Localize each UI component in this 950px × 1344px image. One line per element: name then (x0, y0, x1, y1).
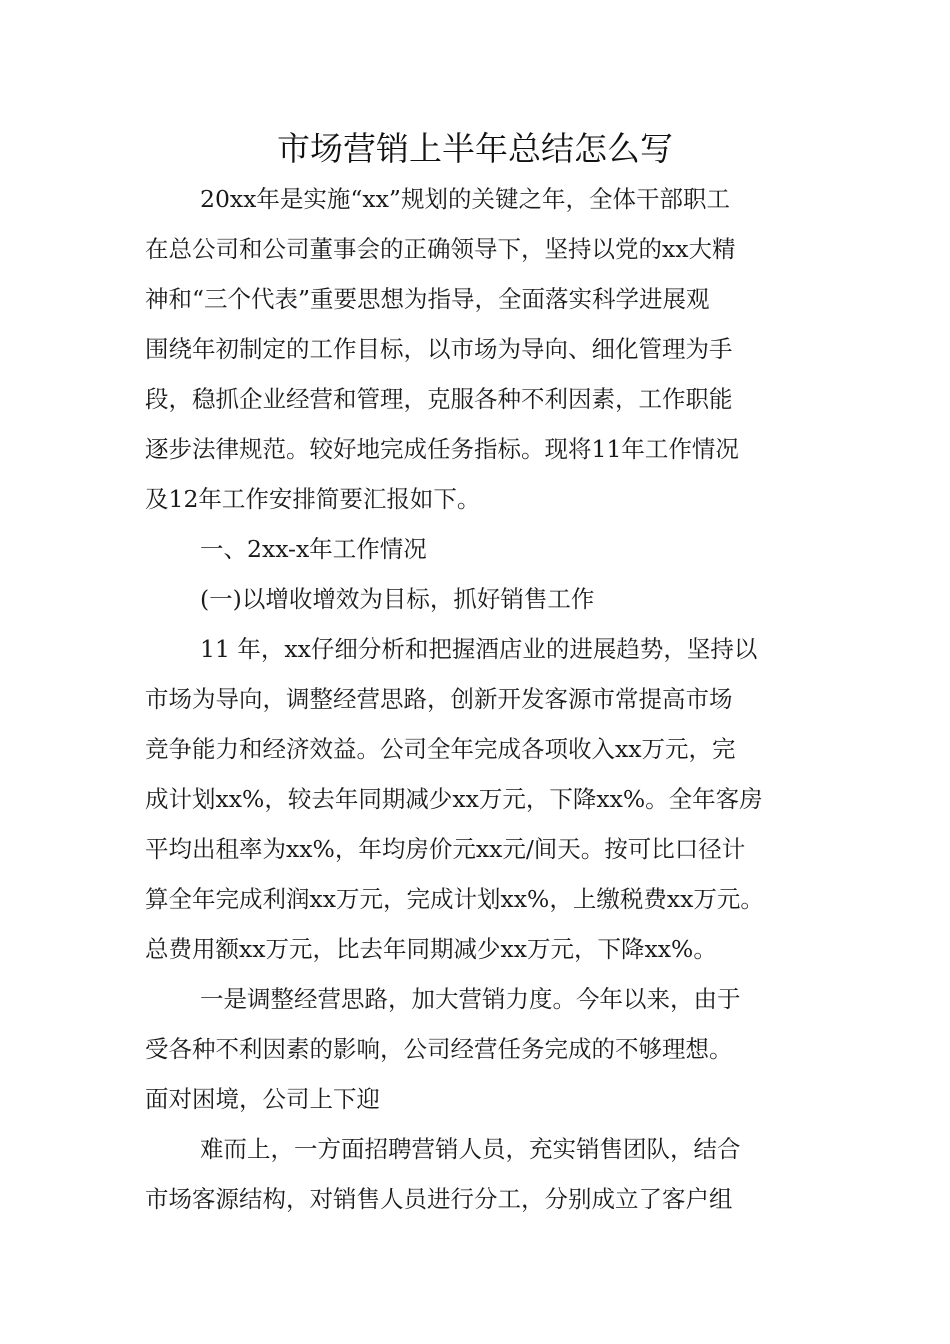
text-line: 逐步法律规范。较好地完成任务指标。现将11年工作情况 (145, 435, 739, 463)
text-line: 市场为导向，调整经营思路，创新开发客源市常提高市场 (145, 685, 733, 713)
text-line: 11 年，xx仔细分析和把握酒店业的进展趋势，坚持以 (200, 635, 758, 663)
text-line: 面对困境，公司上下迎 (145, 1085, 380, 1113)
text-line: 算全年完成利润xx万元，完成计划xx%，上缴税费xx万元。 (145, 885, 764, 913)
text-line: 成计划xx%，较去年同期减少xx万元，下降xx%。全年客房 (145, 785, 763, 813)
text-line: 总费用额xx万元，比去年同期减少xx万元，下降xx%。 (145, 935, 717, 963)
text-line: 市场客源结构，对销售人员进行分工，分别成立了客户组 (145, 1185, 733, 1213)
text-line: 神和“三个代表”重要思想为指导，全面落实科学进展观 (145, 285, 710, 313)
text-line: 受各种不利因素的影响，公司经营任务完成的不够理想。 (145, 1035, 733, 1063)
text-line: 平均出租率为xx%，年均房价元xx元/间天。按可比口径计 (145, 835, 746, 863)
text-line: 及12年工作安排简要汇报如下。 (145, 485, 481, 513)
text-line: 围绕年初制定的工作目标，以市场为导向、细化管理为手 (145, 335, 733, 363)
text-line: 一、2xx-x年工作情况 (200, 535, 427, 563)
text-line: 竞争能力和经济效益。公司全年完成各项收入xx万元，完 (145, 735, 736, 763)
document-title: 市场营销上半年总结怎么写 (277, 129, 673, 168)
text-line: 段，稳抓企业经营和管理，克服各种不利因素，工作职能 (145, 385, 733, 413)
document-body (145, 174, 810, 1224)
text-line: 难而上，一方面招聘营销人员，充实销售团队，结合 (200, 1135, 741, 1163)
text-line: 在总公司和公司董事会的正确领导下，坚持以党的xx大精 (145, 235, 736, 263)
text-line: (一)以增收增效为目标，抓好销售工作 (200, 585, 595, 613)
text-line: 20xx年是实施“xx”规划的关键之年，全体干部职工 (200, 185, 730, 213)
text-line: 一是调整经营思路，加大营销力度。今年以来，由于 (200, 985, 741, 1013)
